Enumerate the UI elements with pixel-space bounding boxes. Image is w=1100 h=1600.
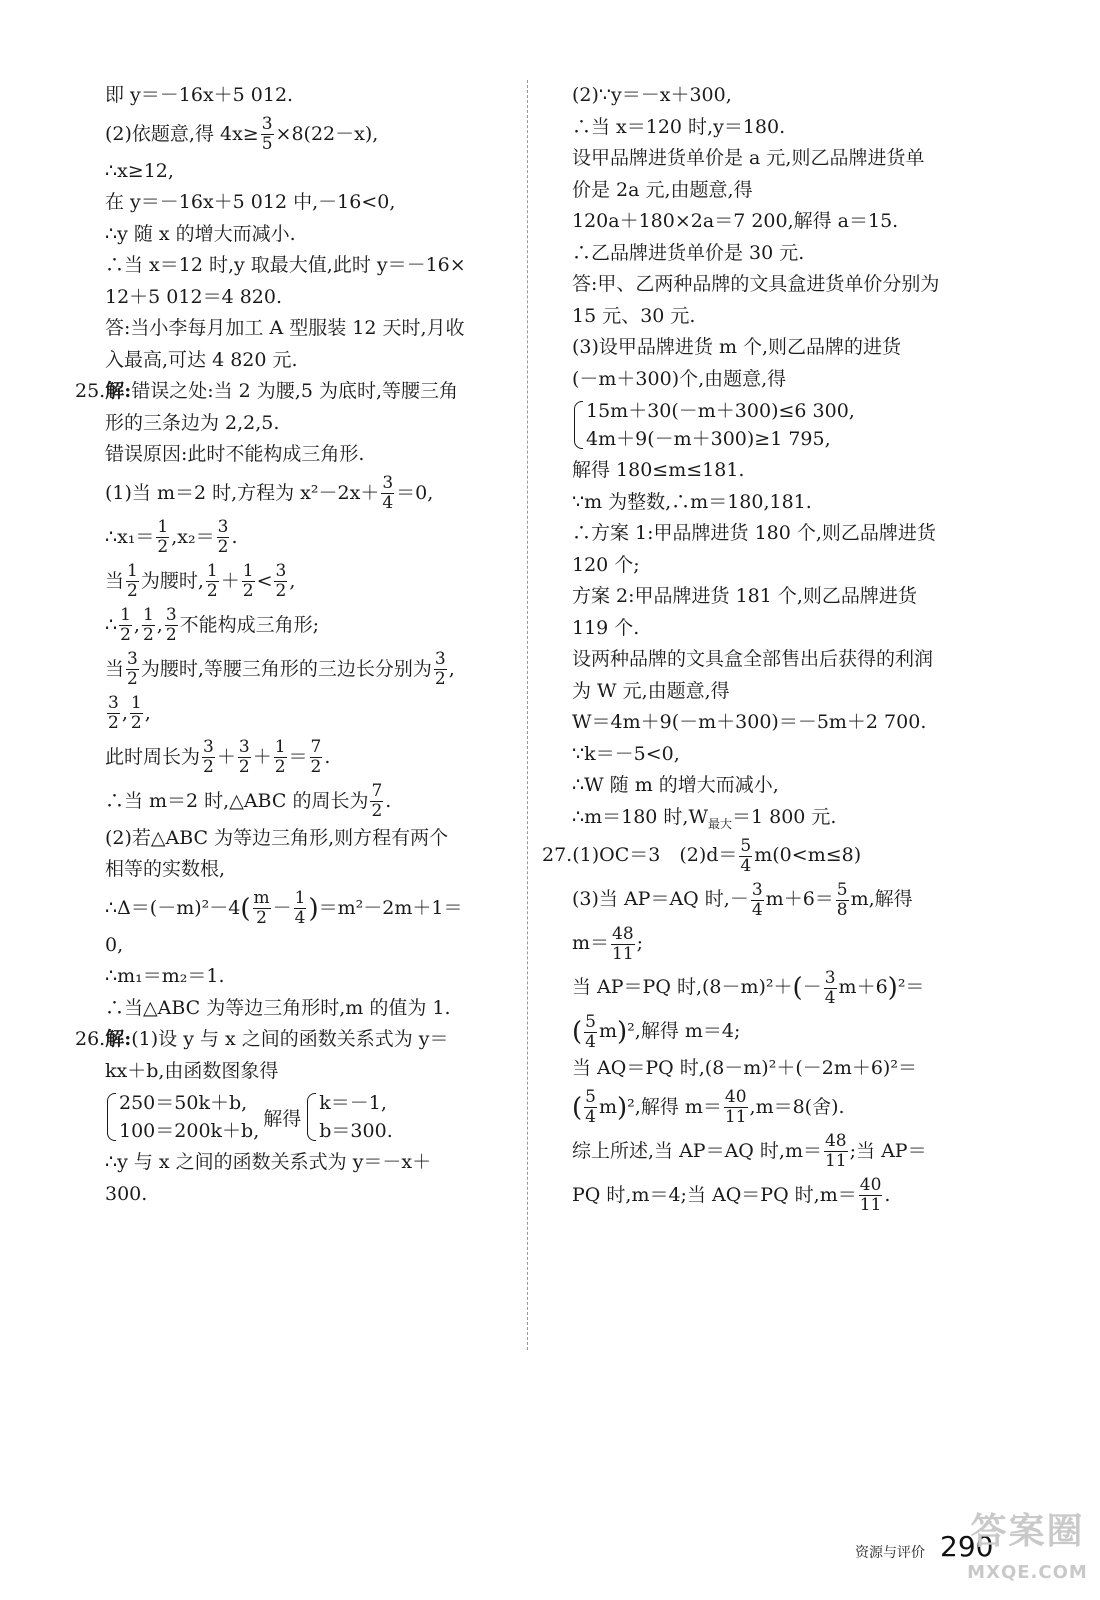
text-line: (3)当 AP＝AQ 时,－ $\frac{3}{4}$ m＋6＝ $\frac{5}{8}$ m,解得 [572, 879, 913, 920]
text-line: ∴ $\frac{1}{2}$ , $\frac{1}{2}$ , $\frac{3}{2}$ 不能构成三角形; [105, 605, 320, 645]
solution-label: 解: [105, 380, 132, 402]
fraction: $\frac{3}{4}$ [751, 879, 763, 920]
fraction: $\frac{3}{4}$ [382, 473, 394, 513]
text-line: ∴当△ABC 为等边三角形时,m 的值为 1. [105, 996, 451, 1019]
fraction: $\frac{5}{4}$ [585, 1087, 596, 1127]
text-line: ∴Δ＝(－m)²－4( $\frac{m}{2}$ － $\frac{1}{4}$ )＝m²－2m＋1＝ [105, 888, 463, 928]
text-line: ∴m₁＝m₂＝1. [105, 965, 225, 987]
text-line: 答:甲、乙两种品牌的文具盒进货单价分别为 [572, 273, 940, 295]
fraction: $\frac{1}{2}$ [142, 605, 154, 645]
fraction: $\frac{m}{2}$ [253, 888, 270, 928]
fraction: $\frac{5}{4}$ [740, 835, 752, 876]
text-line: 形的三条边为 2,2,5. [105, 411, 280, 434]
fraction: $\frac{1}{2}$ [120, 605, 131, 645]
text-line: kx＋b,由函数图象得 [105, 1059, 279, 1082]
text-line: 在 y＝－16x＋5 012 中,－16<0, [105, 191, 396, 213]
column-divider [527, 80, 528, 1350]
fraction: $\frac{1}{2}$ [206, 561, 218, 601]
footer-label: 资源与评价 [855, 1545, 925, 1561]
fraction: $\frac{3}{2}$ [165, 605, 177, 645]
text-line: ∴x₁＝ $\frac{1}{2}$ ,x₂＝ $\frac{3}{2}$ . [105, 517, 238, 557]
watermark-logo [960, 1505, 1095, 1595]
inequality-system: 15m＋30(－m＋300)≤6 300, 4m＋9(－m＋300)≥1 795, [572, 397, 987, 453]
system-result: k＝－1, b＝300. [305, 1089, 392, 1145]
text-line: 此时周长为 $\frac{3}{2}$ ＋ $\frac{3}{2}$ ＋ $\frac{1}{2}$ ＝ $\frac{7}{2}$ . [105, 737, 331, 777]
fraction: $\frac{3}{2}$ [203, 737, 214, 777]
fraction: $\frac{7}{2}$ [371, 781, 383, 821]
text-line: ∴方案 1:甲品牌进货 180 个,则乙品牌进货 [572, 522, 936, 544]
fraction: $\frac{1}{2}$ [274, 737, 286, 777]
text-line: ( $\frac{5}{4}$ m)²,解得 m＝ $\frac{40}{11}$ ,m＝8(舍). [572, 1087, 845, 1127]
text-line: (2)∵y＝－x＋300, [572, 84, 732, 106]
text-line: 15 元、30 元. [572, 304, 696, 327]
fraction: $\frac{48}{11}$ [612, 923, 634, 964]
question-number: 25. [75, 380, 106, 402]
fraction: $\frac{5}{8}$ [836, 879, 848, 920]
text-line: $\frac{3}{2}$ , $\frac{1}{2}$ , [108, 693, 151, 733]
question-number: 26. [75, 1028, 106, 1050]
text-line: 为 W 元,由题意,得 [572, 679, 730, 702]
text-line: 入最高,可达 4 820 元. [105, 348, 298, 371]
text-line: 综上所述,当 AP＝AQ 时,m＝ $\frac{48}{11}$ ;当 AP＝ [572, 1131, 927, 1171]
text-line: 设两种品牌的文具盒全部售出后获得的利润 [572, 648, 934, 670]
fraction: $\frac{3}{2}$ [108, 693, 119, 733]
text-line: ∴m＝180 时$,W_{最大}=1$ 800 元. [572, 805, 837, 831]
text-line: 119 个. [572, 616, 640, 639]
text-line: 120a＋180×2a＝7 200,解得 a＝15. [572, 210, 899, 232]
text-line: ∴当 x＝12 时,y 取最大值,此时 y＝－16× [105, 254, 466, 276]
question-26-header: 26.解:(1)设 y 与 x 之间的函数关系式为 y＝ [75, 1028, 449, 1050]
text-line: 方案 2:甲品牌进货 181 个,则乙品牌进货 [572, 585, 917, 607]
watermark-url: MXQE.COM [967, 1562, 1088, 1583]
text-line: 即 y＝－16x＋5 012. [105, 84, 294, 106]
fraction: $\frac{5}{4}$ [585, 1011, 596, 1052]
fraction: $\frac{40}{11}$ [724, 1087, 747, 1127]
text-line: ∴y 与 x 之间的函数关系式为 y＝－x＋ [105, 1151, 432, 1173]
fraction: $\frac{3}{2}$ [434, 649, 446, 689]
page-number: 290 [940, 1530, 994, 1563]
left-column [75, 80, 510, 1210]
text-line: 答:当小李每月加工 A 型服装 12 天时,月收 [105, 317, 465, 339]
text-line: 相等的实数根, [105, 858, 226, 880]
text-line: ∴当 x＝120 时,y＝180. [572, 115, 786, 138]
text-line: ∴W 随 m 的增大而减小, [572, 774, 779, 796]
text-line: 120 个; [572, 553, 640, 576]
text-line: 当 AQ＝PQ 时,(8－m)²＋(－2m＋6)²＝ [572, 1057, 917, 1079]
system-left: 250＝50k＋b, 100＝200k＋b, [105, 1089, 259, 1145]
fraction: $\frac{3}{5}$ [261, 114, 273, 154]
fraction: $\frac{3}{2}$ [275, 561, 287, 601]
text-line: 当 AP＝PQ 时,(8－m)²＋(－ $\frac{3}{4}$ m＋6)²＝ [572, 967, 925, 1008]
text-line: ∵k＝－5<0, [572, 742, 680, 765]
question-27-header: 27.(1)OC＝3 (2)d＝ $\frac{5}{4}$ m(0<m≤8) [542, 835, 862, 876]
fraction: $\frac{1}{2}$ [130, 693, 142, 733]
question-number: 27. [542, 844, 573, 866]
fraction: $\frac{40}{11}$ [859, 1175, 882, 1215]
text-line: (1)当 m＝2 时,方程为 x²－2x＋ $\frac{3}{4}$ ＝0, [105, 473, 434, 513]
watermark-text: 答案圈 [970, 1511, 1085, 1552]
text-line: ∴乙品牌进货单价是 30 元. [572, 241, 805, 264]
right-column [542, 80, 987, 1217]
text-line: 当 $\frac{3}{2}$ 为腰时,等腰三角形的三边长分别为 $\frac{3}{2}$ , [105, 649, 455, 689]
text-line: 12＋5 012＝4 820. [105, 285, 283, 308]
fraction: $\frac{3}{2}$ [238, 737, 250, 777]
fraction: $\frac{3}{2}$ [127, 649, 138, 689]
fraction: $\frac{1}{2}$ [127, 561, 138, 601]
text-line: ∴x≥12, [105, 159, 174, 182]
fraction: $\frac{1}{4}$ [294, 888, 306, 928]
fraction: $\frac{1}{2}$ [242, 561, 254, 601]
text-line: PQ 时,m＝4;当 AQ＝PQ 时,m＝ $\frac{40}{11}$ . [572, 1175, 891, 1215]
fraction: $\frac{1}{2}$ [157, 517, 169, 557]
text-line: ∴当 m＝2 时,△ABC 的周长为 $\frac{7}{2}$ . [105, 781, 392, 821]
text-line: 0, [105, 933, 124, 956]
fraction: $\frac{7}{2}$ [310, 737, 322, 777]
question-25-header: 25.解:错误之处:当 2 为腰,5 为底时,等腰三角 [75, 380, 459, 402]
fraction: $\frac{3}{4}$ [824, 967, 836, 1008]
text-line: (2)若△ABC 为等边三角形,则方程有两个 [105, 826, 449, 849]
equation-system: 250＝50k＋b, 100＝200k＋b, 解得 k＝－1, b＝300. [105, 1089, 510, 1145]
text-line: 错误原因:此时不能构成三角形. [105, 443, 365, 465]
solution-label: 解: [105, 1028, 132, 1050]
text-line: 解得 180≤m≤181. [572, 459, 745, 481]
text-line: ∵m 为整数,∴m＝180,181. [572, 490, 812, 513]
fraction: $\frac{48}{11}$ [824, 1131, 847, 1171]
text-line: 当 $\frac{1}{2}$ 为腰时, $\frac{1}{2}$ ＋ $\frac{1}{2}$ < $\frac{3}{2}$ , [105, 561, 296, 601]
text-line: m＝ $\frac{48}{11}$ ; [572, 923, 644, 964]
text-line: W＝4m＋9(－m＋300)＝－5m＋2 700. [572, 711, 927, 733]
text-line: 设甲品牌进货单价是 a 元,则乙品牌进货单 [572, 147, 925, 169]
text-line: ∴y 随 x 的增大而减小. [105, 222, 296, 245]
text-line: (3)设甲品牌进货 m 个,则乙品牌的进货 [572, 336, 902, 358]
text-line: (－m＋300)个,由题意,得 [572, 367, 787, 390]
text-line: ( $\frac{5}{4}$ m)²,解得 m＝4; [572, 1011, 741, 1052]
fraction: $\frac{3}{2}$ [217, 517, 229, 557]
text-line: 价是 2a 元,由题意,得 [572, 178, 753, 201]
text-line: 300. [105, 1182, 148, 1205]
text-line: (2)依题意,得 4x≥ $\frac{3}{5}$ ×8(22－x), [105, 114, 379, 154]
